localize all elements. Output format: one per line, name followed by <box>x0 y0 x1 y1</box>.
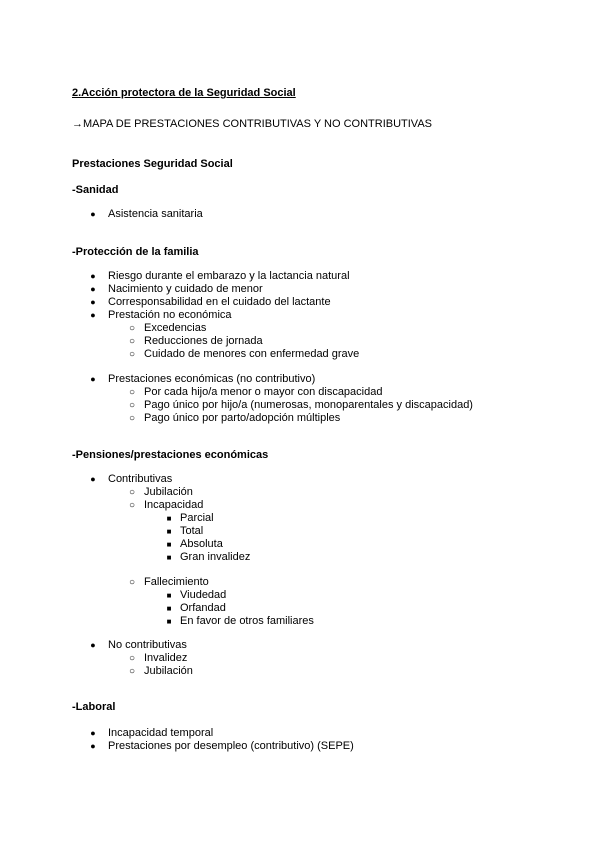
list-item: Prestación no económica <box>108 309 232 321</box>
square-bullet: ■ <box>166 527 172 536</box>
disc-bullet: ● <box>90 640 96 650</box>
circle-bullet: ○ <box>128 349 136 360</box>
square-bullet: ■ <box>166 617 172 626</box>
section-heading-sanidad: -Sanidad <box>72 184 119 196</box>
list-item: Invalidez <box>144 652 188 664</box>
list-item: Viudedad <box>180 589 227 601</box>
disc-bullet: ● <box>90 271 96 281</box>
list-item: Prestaciones por desempleo (contributivo) (SEPE) <box>108 740 354 752</box>
disc-bullet: ● <box>90 374 96 384</box>
list-item: Prestaciones económicas (no contributivo) <box>108 373 316 385</box>
list-item: No contributivas <box>108 639 187 651</box>
list-item: Jubilación <box>144 665 193 677</box>
document-subtitle: →MAPA DE PRESTACIONES CONTRIBUTIVAS Y NO CONTRIBUTIVAS <box>72 118 433 130</box>
list-item: Pago único por parto/adopción múltiples <box>144 412 341 424</box>
disc-bullet: ● <box>90 474 96 484</box>
square-bullet: ■ <box>166 540 172 549</box>
list-item: Incapacidad temporal <box>108 727 214 739</box>
circle-bullet: ○ <box>128 323 136 334</box>
circle-bullet: ○ <box>128 400 136 411</box>
list-item: Por cada hijo/a menor o mayor con discapacidad <box>144 386 383 398</box>
main-heading: Prestaciones Seguridad Social <box>72 158 233 170</box>
list-item: Parcial <box>180 512 214 524</box>
disc-bullet: ● <box>90 310 96 320</box>
list-item: Corresponsabilidad en el cuidado del lactante <box>108 296 331 308</box>
circle-bullet: ○ <box>128 387 136 398</box>
list-item: En favor de otros familiares <box>180 615 314 627</box>
square-bullet: ■ <box>166 591 172 600</box>
square-bullet: ■ <box>166 604 172 613</box>
circle-bullet: ○ <box>128 577 136 588</box>
list-item: Nacimiento y cuidado de menor <box>108 283 263 295</box>
square-bullet: ■ <box>166 553 172 562</box>
section-heading-laboral: -Laboral <box>72 701 116 713</box>
list-item: Asistencia sanitaria <box>108 208 203 220</box>
disc-bullet: ● <box>90 741 96 751</box>
list-item: Excedencias <box>144 322 207 334</box>
circle-bullet: ○ <box>128 500 136 511</box>
list-item: Cuidado de menores con enfermedad grave <box>144 348 360 360</box>
list-item: Gran invalidez <box>180 551 251 563</box>
disc-bullet: ● <box>90 284 96 294</box>
circle-bullet: ○ <box>128 413 136 424</box>
list-item: Incapacidad <box>144 499 204 511</box>
list-item: Orfandad <box>180 602 226 614</box>
list-item: Riesgo durante el embarazo y la lactancia natural <box>108 270 350 282</box>
section-heading-familia: -Protección de la familia <box>72 246 199 258</box>
list-item: Fallecimiento <box>144 576 209 588</box>
list-item: Absoluta <box>180 538 223 550</box>
disc-bullet: ● <box>90 297 96 307</box>
list-item: Jubilación <box>144 486 193 498</box>
list-item: Contributivas <box>108 473 173 485</box>
circle-bullet: ○ <box>128 487 136 498</box>
section-heading-pensiones: -Pensiones/prestaciones económicas <box>72 449 269 461</box>
circle-bullet: ○ <box>128 336 136 347</box>
list-item: Pago único por hijo/a (numerosas, monoparentales y discapacidad) <box>144 399 473 411</box>
list-item: Total <box>180 525 204 537</box>
disc-bullet: ● <box>90 209 96 219</box>
disc-bullet: ● <box>90 728 96 738</box>
square-bullet: ■ <box>166 514 172 523</box>
document-title: 2.Acción protectora de la Seguridad Social <box>72 87 296 99</box>
circle-bullet: ○ <box>128 666 136 677</box>
circle-bullet: ○ <box>128 653 136 664</box>
list-item: Reducciones de jornada <box>144 335 263 347</box>
